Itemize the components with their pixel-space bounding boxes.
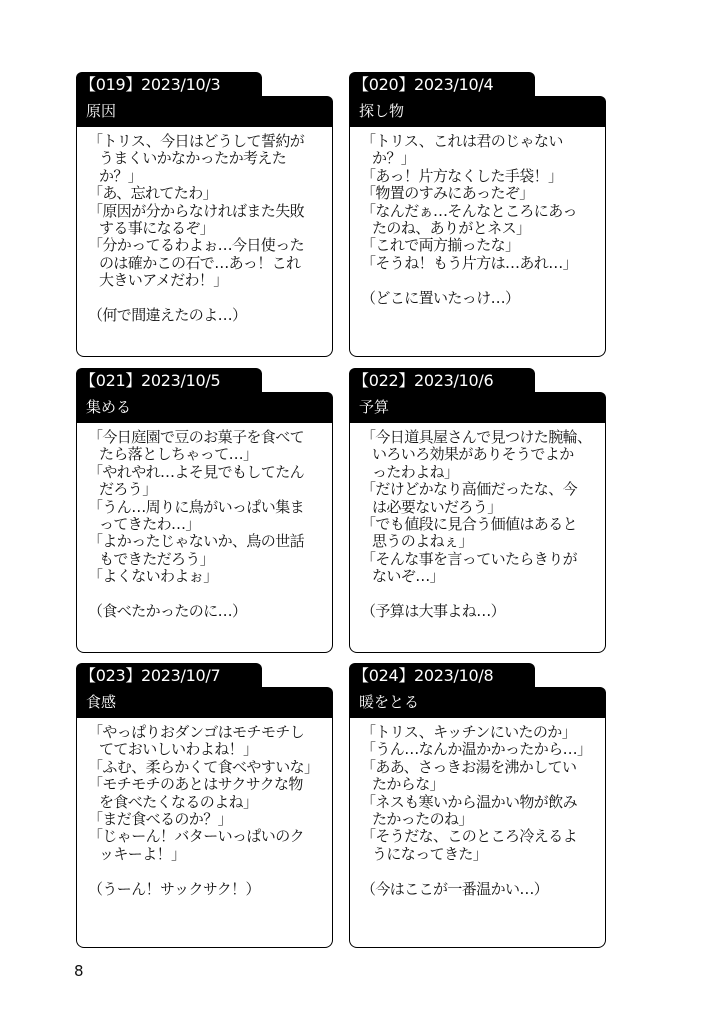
dialogue-line: 「ネスも寒いから温かい物が飲み bbox=[361, 792, 578, 811]
dialogue-line: か？」 bbox=[372, 149, 416, 168]
dialogue-line: 「今日庭園で豆のお菓子を食べて bbox=[88, 428, 305, 446]
diary-entry-card bbox=[349, 72, 606, 357]
entry-title: 集める bbox=[76, 392, 333, 423]
dialogue-line: ッキーよ！」 bbox=[99, 844, 186, 863]
dialogue-line: たのね、ありがとネス」 bbox=[372, 218, 531, 237]
dialogue-line: 「あっ！片方なくした手袋！」 bbox=[361, 166, 563, 185]
entry-number-date-tab: 【019】2023/10/3 bbox=[76, 72, 262, 98]
dialogue-line: だろう」 bbox=[99, 480, 157, 499]
entry-dialogue bbox=[349, 717, 606, 948]
dialogue-line: 「ふむ、柔らかくて食べやすいな」 bbox=[88, 757, 319, 776]
dialogue-line: 「そうね！もう片方は…あれ…」 bbox=[361, 253, 578, 272]
dialogue-line: は必要ないだろう」 bbox=[372, 497, 502, 516]
page-number: 8 bbox=[74, 962, 84, 980]
dialogue-line: （うーん！サックサク！） bbox=[88, 879, 260, 898]
dialogue-line: たかったのね」 bbox=[372, 809, 473, 828]
dialogue-line bbox=[88, 863, 332, 880]
dialogue-line: たら落としちゃって…」 bbox=[99, 445, 258, 464]
entry-dialogue bbox=[349, 422, 606, 653]
dialogue-line: か？」 bbox=[99, 166, 143, 185]
entry-number-date-tab: 【024】2023/10/8 bbox=[349, 663, 535, 689]
dialogue-line: 思うのよねぇ」 bbox=[372, 532, 473, 551]
entry-title: 予算 bbox=[349, 392, 606, 423]
dialogue-line: 「そんな事を言っていたらきりが bbox=[361, 549, 578, 568]
diary-entry-card bbox=[349, 663, 606, 948]
dialogue-line: 「うん…周りに鳥がいっぱい集ま bbox=[88, 497, 305, 516]
dialogue-line: 「やっぱりおダンゴはモチモチし bbox=[88, 723, 305, 741]
dialogue-line: （どこに置いたっけ…） bbox=[361, 288, 520, 307]
dialogue-line: ったわよね」 bbox=[372, 462, 459, 481]
entry-title: 暖をとる bbox=[349, 687, 606, 718]
diary-entry-card bbox=[76, 72, 333, 357]
dialogue-line: うまくいかなかったか考えた bbox=[99, 149, 287, 168]
dialogue-line: 「トリス、キッチンにいたのか」 bbox=[361, 723, 577, 741]
dialogue-line: 「今日道具屋さんで見つけた腕輪、 bbox=[361, 428, 592, 446]
entry-title: 探し物 bbox=[349, 96, 606, 127]
entry-number-date-tab: 【022】2023/10/6 bbox=[349, 368, 535, 394]
dialogue-line: てておいしいわよね！」 bbox=[99, 740, 258, 759]
entry-dialogue bbox=[76, 717, 333, 948]
dialogue-line: 「でも値段に見合う価値はあると bbox=[361, 514, 578, 533]
dialogue-line: （予算は大事よね…） bbox=[361, 601, 506, 620]
dialogue-line: ってきたわ…」 bbox=[99, 514, 200, 533]
dialogue-line: （食べたかったのに…） bbox=[88, 601, 247, 620]
dialogue-line: 「これで両方揃ったな」 bbox=[361, 236, 520, 255]
dialogue-line: 「そうだな、このところ冷えるよ bbox=[361, 827, 578, 846]
dialogue-line bbox=[361, 272, 605, 289]
dialogue-line bbox=[361, 586, 605, 603]
dialogue-line: 「原因が分からなければまた失敗 bbox=[88, 201, 305, 220]
dialogue-line: 「よくないわよぉ」 bbox=[88, 567, 218, 586]
dialogue-line: 「ああ、さっきお湯を沸かしてい bbox=[361, 757, 577, 776]
dialogue-line: たからな」 bbox=[372, 775, 445, 794]
dialogue-line bbox=[88, 290, 332, 307]
dialogue-line: 「なんだぁ…そんなところにあっ bbox=[361, 201, 577, 220]
dialogue-line: を食べたくなるのよね」 bbox=[99, 792, 258, 811]
entry-dialogue bbox=[76, 126, 333, 357]
dialogue-line: 「物置のすみにあったぞ」 bbox=[361, 184, 534, 203]
diary-entry-card bbox=[76, 663, 333, 948]
entry-number-date-tab: 【020】2023/10/4 bbox=[349, 72, 535, 98]
dialogue-line: いろいろ効果がありそうでよか bbox=[372, 445, 574, 464]
dialogue-line: ないぞ…」 bbox=[372, 567, 445, 586]
dialogue-line: 「やれやれ…よそ見でもしてたん bbox=[88, 462, 305, 481]
dialogue-line: 「まだ食べるのか？」 bbox=[88, 809, 233, 828]
entry-title: 食感 bbox=[76, 687, 333, 718]
entry-dialogue bbox=[76, 422, 333, 653]
dialogue-line: 「うん…なんか温かかったから…」 bbox=[361, 740, 592, 759]
entry-dialogue bbox=[349, 126, 606, 357]
diary-entry-card bbox=[76, 368, 333, 653]
diary-entry-card bbox=[349, 368, 606, 653]
dialogue-line: （今はここが一番温かい…） bbox=[361, 879, 549, 898]
dialogue-line: 「トリス、これは君のじゃない bbox=[361, 132, 563, 150]
dialogue-line: うになってきた」 bbox=[372, 844, 488, 863]
dialogue-line: 「分かってるわよぉ…今日使った bbox=[88, 236, 305, 255]
dialogue-line: 「あ、忘れてたわ」 bbox=[88, 184, 218, 203]
dialogue-line: 「モチモチのあとはサクサクな物 bbox=[88, 775, 303, 794]
dialogue-line bbox=[88, 586, 332, 603]
dialogue-line: （何で間違えたのよ…） bbox=[88, 305, 247, 324]
dialogue-line: する事になるぞ」 bbox=[99, 218, 215, 237]
entry-number-date-tab: 【021】2023/10/5 bbox=[76, 368, 262, 394]
entry-number-date-tab: 【023】2023/10/7 bbox=[76, 663, 262, 689]
dialogue-line: のは確かこの石で…あっ！これ bbox=[99, 253, 301, 272]
dialogue-line: 「だけどかなり高価だったな、今 bbox=[361, 480, 578, 499]
dialogue-line: 「よかったじゃないか、鳥の世話 bbox=[88, 532, 305, 551]
dialogue-line: 大きいアメだわ！」 bbox=[99, 271, 228, 290]
entry-title: 原因 bbox=[76, 96, 333, 127]
dialogue-line: 「じゃーん！バターいっぱいのク bbox=[88, 827, 305, 846]
dialogue-line: 「トリス、今日はどうして誓約が bbox=[88, 132, 305, 150]
dialogue-line: もできただろう」 bbox=[99, 549, 215, 568]
dialogue-line bbox=[361, 863, 605, 880]
